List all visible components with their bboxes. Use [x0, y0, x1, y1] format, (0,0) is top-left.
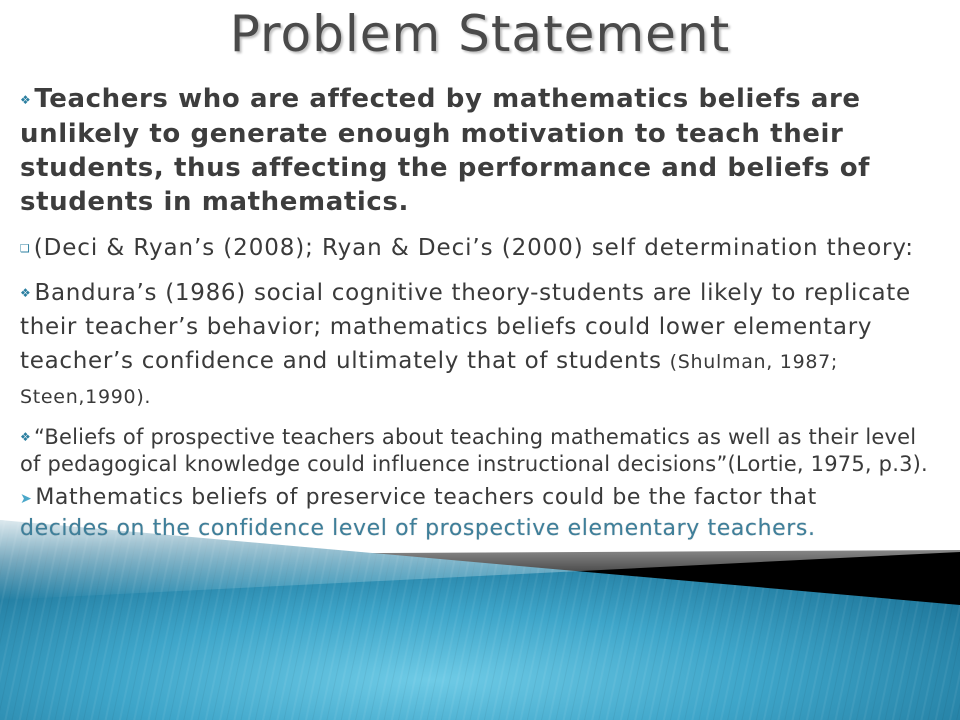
diamond-bullet-icon: ❖ — [20, 430, 31, 444]
arrow-bullet-icon: ➤ — [20, 491, 33, 507]
bullet-text: (Deci & Ryan’s (2008); Ryan & Deci’s (2000) self determination theory: — [33, 235, 914, 261]
bullet-list — [20, 82, 932, 544]
bullet-social-cognitive — [20, 276, 932, 414]
bullet-text: Bandura’s (1986) social cognitive theory-students are likely to replicate their teacher’s behavior; mathematics beliefs could lower elementary teacher’s confidence and ultimately that of students — [20, 280, 911, 374]
bullet-prospective-beliefs — [20, 424, 932, 478]
citation: (Shulman, 1987; Steen,1990). — [20, 351, 839, 408]
bullet-teacher-motivation — [20, 82, 932, 219]
slide-title: Problem Statement — [229, 5, 731, 63]
bullet-text-continued: decides on the confidence level of prospective elementary teachers. — [20, 516, 816, 541]
diamond-bullet-icon: ❖ — [20, 93, 32, 107]
bullet-text: “Beliefs of prospective teachers about teaching mathematics as well as their level of pedagogical knowledge could influence instructional decisions”(Lortie, 1975, p.3). — [20, 425, 928, 476]
square-bullet-icon: ❑ — [20, 242, 31, 255]
bullet-text: Mathematics beliefs of preservice teachers could be the factor that — [35, 485, 817, 510]
bullet-text: Teachers who are affected by mathematics beliefs are unlikely to generate enough motivation to teach their students, thus affecting the performance and beliefs of students in mathematics. — [20, 84, 871, 217]
bullet-self-determination — [20, 233, 932, 264]
diamond-bullet-icon: ❖ — [20, 286, 32, 300]
bullet-preservice-confidence — [20, 483, 932, 544]
